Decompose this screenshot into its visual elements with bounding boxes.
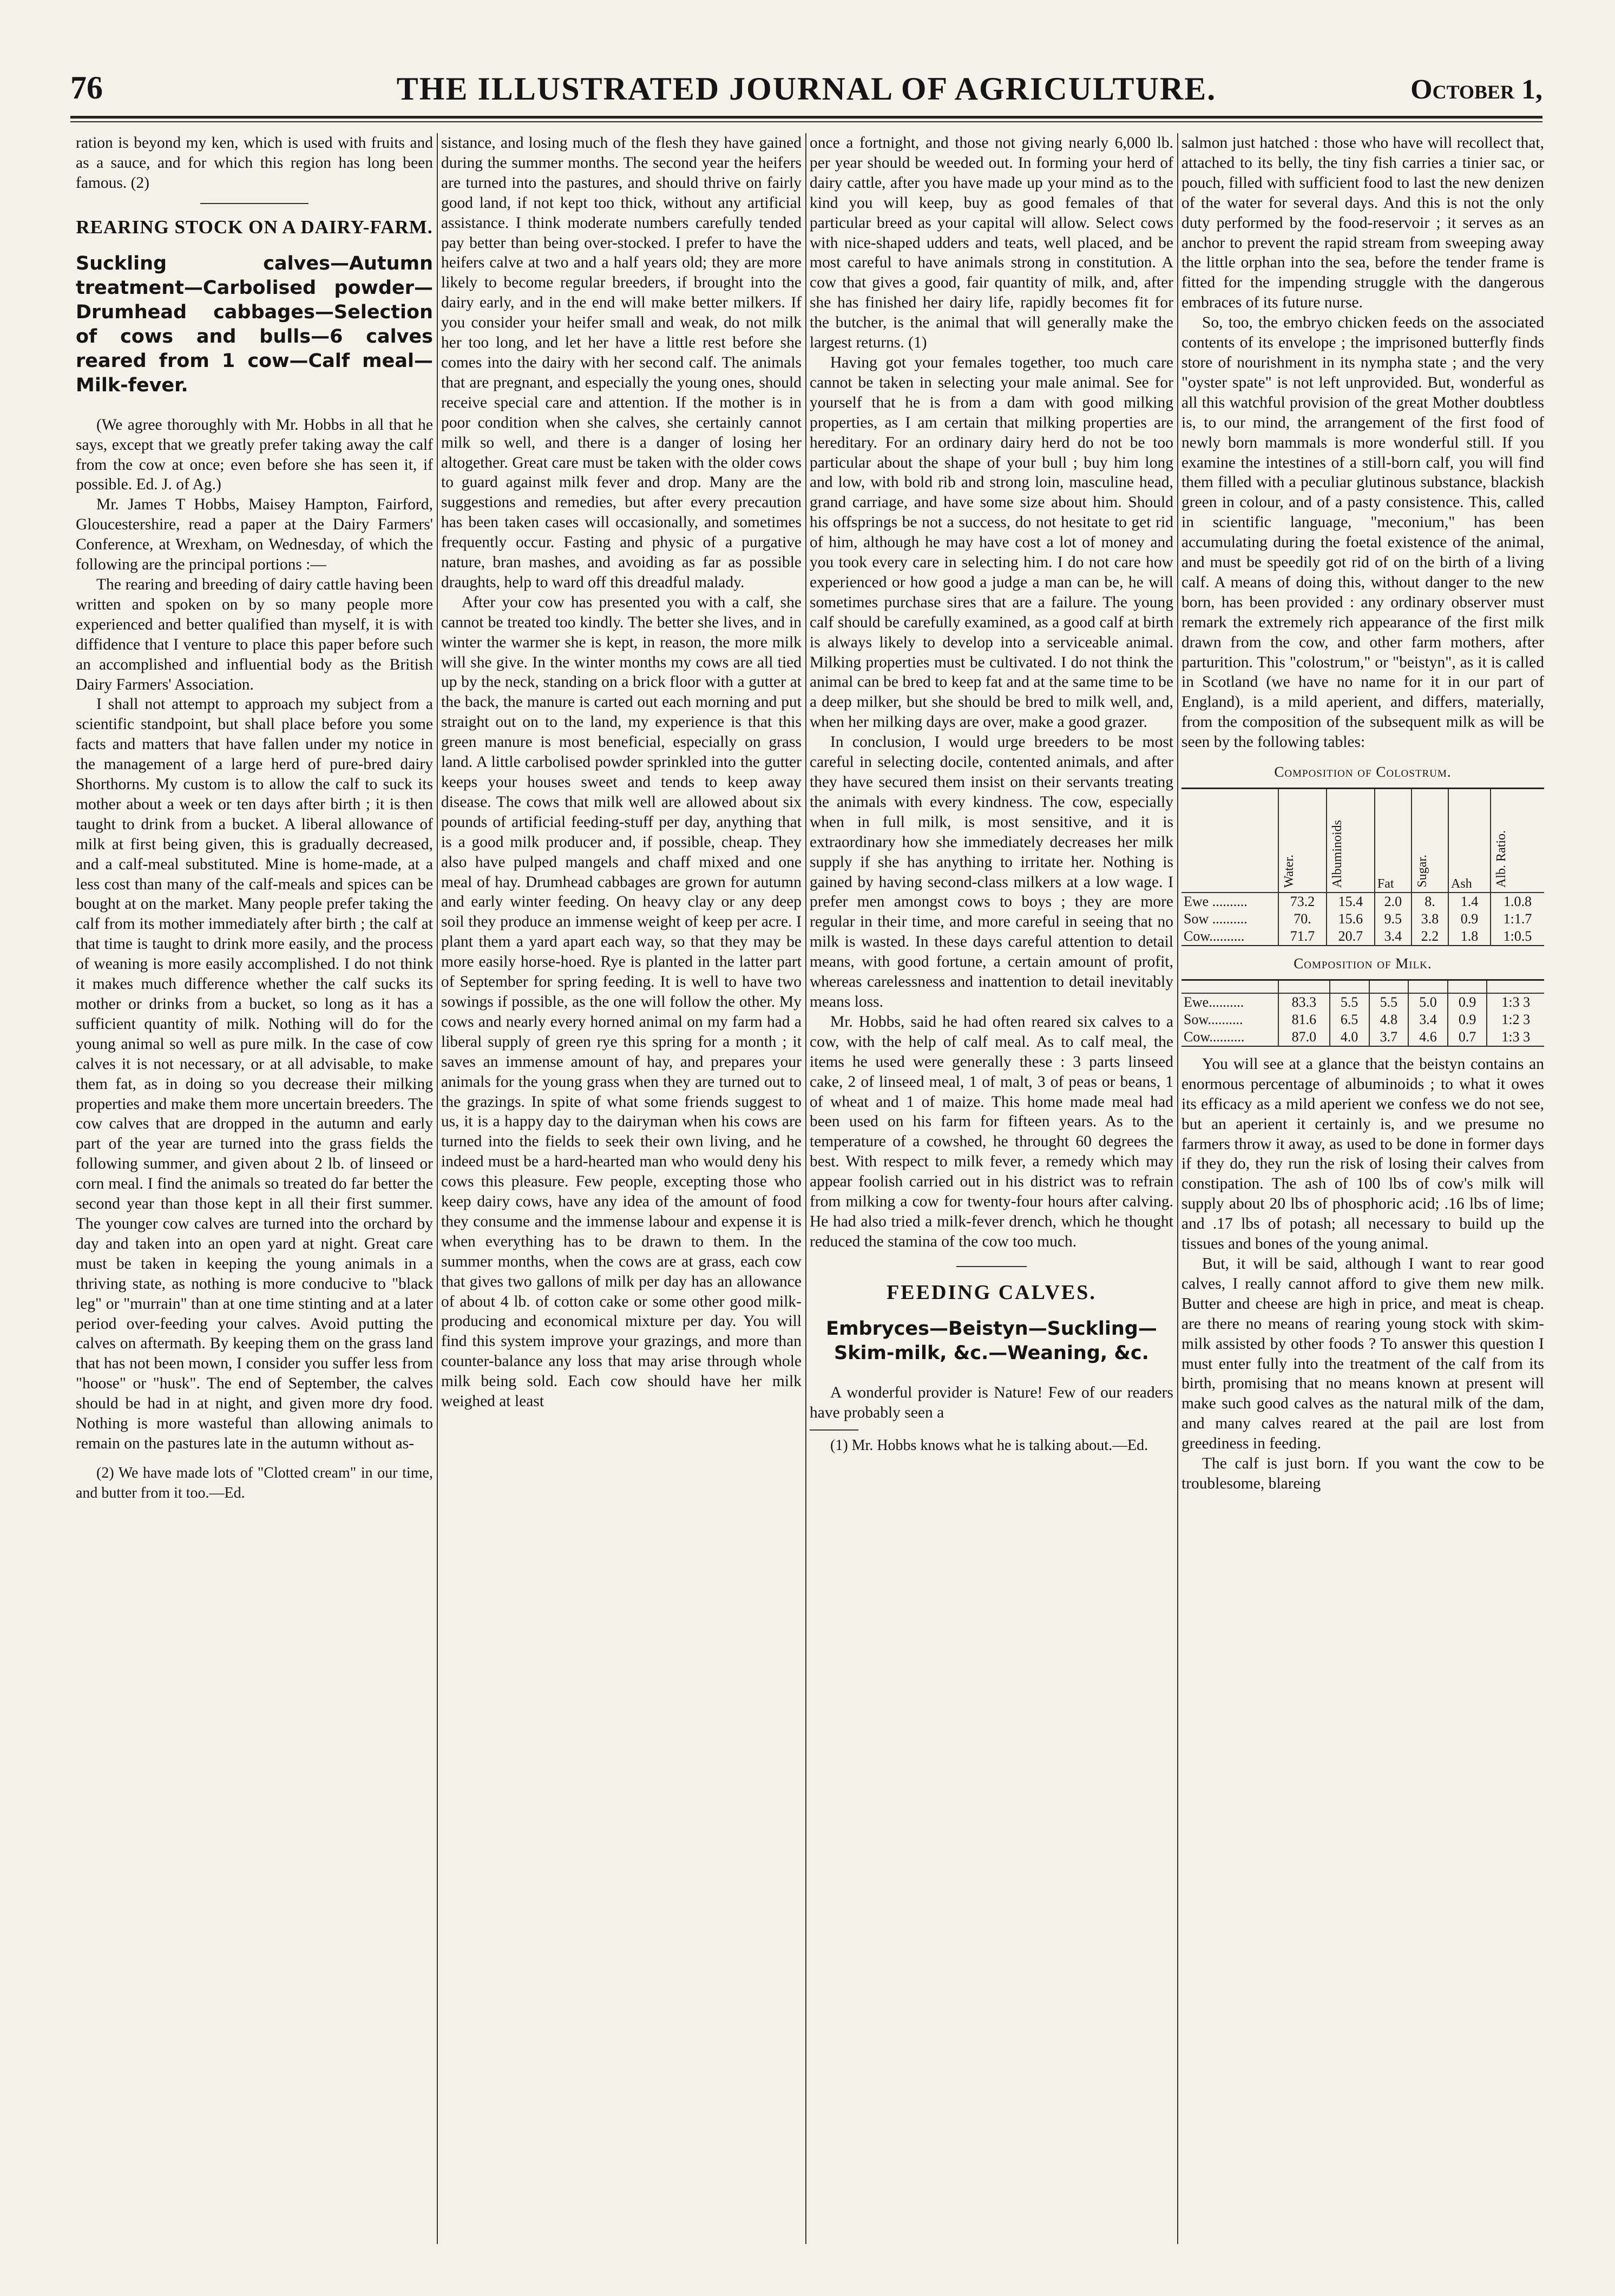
table-header-row bbox=[1181, 980, 1544, 993]
colostrum-table-block bbox=[1181, 762, 1544, 1047]
footnote-rule bbox=[810, 1429, 858, 1431]
paragraph: After your cow has presented you with a calf, she cannot be treated too kindly. The better she lives, and in winter the warmer she is kept, in reason, the more milk will she give. In the winter months my cows are all tied up by the neck, standing on a brick floor with a gutter at the back, the manure is carted out each morning and put straight out on to the land, my experience is that this green manure is most beneficial, especially on grass land. A little carbolised powder sprinkled into the gutter keeps your houses sweet and tends to keep away disease. The cows that milk well are allowed about six pounds of artificial feeding-stuff per day, anything that is a good milk producer and, if possible, cheap. They also have pulped mangels and chaff mixed and one meal of hay. Drumhead cabbages are grown for autumn and early winter feeding. On heavy clay or any deep soil they produce an immense weight of keep per acre. I plant them a yard apart each way, so that they may be more easily horse-hoed. Rye is planted in the latter part of September for spring feeding. It is well to have two sowings if possible, as the one will follow the other. My cows and nearly every horned animal on my farm had a liberal supply of green rye this spring for a month ; it saves an immense amount of hay, and prepares your animals for the young grass when they are turned out to the grazings. In spite of what some friends suggest to us, it is a happy day to the dairyman when his cows are turned into the fields to seek their own living, and he indeed must be a hard-hearted man who would deny his cows this pleasure. Few people, excepting those who keep dairy cows, have any idea of the amount of food they consume and the immense labour and expense it is when everything has to be drawn to them. In the summer months, when the cows are at grass, each cow that gives two gallons of milk per day has an allowance of about 4 lb. of cotton cake or some other good milk-producing and economical mixture per day. You will find this system improve your grazings, and more than counter-balance any loss that may arise through whole milk being sold. Each cow should have her milk weighed at least bbox=[441, 593, 802, 1411]
paragraph: salmon just hatched : those who have will recollect that, attached to its belly, the tiny fish carries a tinier sac, or pouch, filled with sufficient food to last the new denizen of the water for several days. And this is not the only duty performed by the food-reservoir ; it serves as an anchor to prevent the rapid stream from sweeping away the little orphan into the sea, before the tender frame is fitted for the impending struggle with the dangerous embraces of its future nurse. bbox=[1181, 134, 1544, 312]
paragraph: You will see at a glance that the beistyn contains an enormous percentage of albuminoids ; to what it owes its efficacy as a mild aperient we confess we do not see, but an aperient it certainly is, and we presume no farmers throw it away, as used to be done in former days if they do, they run the risk of losing their calves from constipation. The ash of 100 lbs of cow's milk will supply about 20 lbs of phosphoric acid; .16 lbs of lime; and .17 lbs of potash; all necessary to build up the tissues and bones of the young animal. bbox=[1181, 1055, 1544, 1253]
section-subtitle: Embryces—Beistyn—Suckling—Skim-milk, &c.—Weaning, &c. bbox=[826, 1317, 1157, 1364]
journal-title: THE ILLUSTRATED JOURNAL OF AGRICULTURE. bbox=[396, 71, 1217, 107]
paragraph: ration is beyond my ken, which is used with fruits and as a sauce, and for which this region has long been famous. (2) bbox=[76, 134, 433, 192]
table-row: Ewe.......... 83.3 5.5 5.5 5.0 0.9 1:3 3 bbox=[1181, 993, 1544, 1011]
header-rule-thin bbox=[70, 121, 1542, 122]
header-rule bbox=[70, 116, 1542, 119]
table-row: Sow .......... 70. 15.6 9.5 3.8 0.9 1:1.7 bbox=[1181, 910, 1544, 928]
column-2 bbox=[441, 133, 802, 2244]
section-heading: FEEDING CALVES. bbox=[887, 1281, 1097, 1304]
paragraph: The rearing and breeding of dairy cattle having been written and spoken on by so many people more experienced and better qualified than myself, it is with diffidence that I venture to place this paper before such an accomplished and influential body as the British Dairy Farmers' Association. bbox=[76, 575, 433, 693]
milk-table bbox=[1181, 979, 1544, 1047]
page-number: 76 bbox=[70, 70, 103, 106]
paragraph: I shall not attempt to approach my subject from a scientific standpoint, but shall place before you some facts and matters that have fallen under my notice in the management of a large herd of pure-bred dairy Shorthorns. My custom is to allow the calf to suck its mother about a week or ten days after birth ; it is then taught to drink from a bucket. A liberal allowance of milk at first being given, this is gradually decreased, and a calf-meal substituted. Mine is home-made, at a less cost than many of the calf-meals and spices can be bought at on the market. Many people prefer taking the calf from its mother immediately after birth ; the calf at that time is taught to drink more easily, and the process of weaning is more easily accomplished. I do not think it makes much difference whether the calf sucks its mother or drinks from a bucket, so long as it has a sufficient quantity of milk. Nothing will do for the young animal so well as pure milk. In the case of cow calves it is not necessary, or at all advisable, to make them fat, as in doing so you decrease their milking properties and make them more uncertain breeders. The cow calves that are dropped in the autumn and early part of the year are turned into the grass fields the following summer, and given about 2 lb. of linseed or corn meal. I find the animals so treated do far better the second year than those kept in all their first summer. The younger cow calves are turned into the orchard by day and taken into an open yard at night. Great care must be taken in keeping the young animals in a thriving state, as nothing is more conducive to "black leg" or "murrain" than at one time stinting and at a later period over-feeding your calves. Avoid putting the calves on aftermath. By keeping them on the grass land that has not been mown, I consider you suffer less from "hoose" or "husk". The end of September, the calves should be had in at night, and given more dry food. Nothing is more wasteful than allowing animals to remain on the pastures late in the autumn without as- bbox=[76, 696, 433, 1452]
section-subtitle: Suckling calves—Autumn treatment—Carbolised powder—Drumhead cabbages—Selection of cows and bulls—6 calves reared from 1 cow—Calf meal—Milk-fever. bbox=[76, 252, 433, 396]
table-row: Ewe .......... 73.2 15.4 2.0 8. 1.4 1.0.8 bbox=[1181, 893, 1544, 910]
column-1 bbox=[76, 133, 433, 2244]
separator bbox=[200, 203, 308, 204]
column-3 bbox=[810, 133, 1173, 2244]
paragraph: A wonderful provider is Nature! Few of our readers have probably seen a bbox=[810, 1383, 1173, 1421]
paragraph: sistance, and losing much of the flesh they have gained during the summer months. The second year the heifers are turned into the pastures, and should thrive on fairly good land, if not kept too thick, without any artificial assistance. I think moderate numbers carefully tended pay better than being over-stocked. I prefer to have the heifers calve at two and a half years old; they are more likely to become regular breeders, if brought into the dairy early, and in the end will make better milkers. If you consider your heifer small and weak, do not milk her too long, and let her have a little rest before she comes into the dairy with her second calf. The animals that are pregnant, and especially the young ones, should receive special care and attention. If the mother is in poor condition when she calves, she certainly cannot milk so well, and there is a danger of losing her altogether. Great care must be taken with the older cows to guard against milk fever and drop. Many are the suggestions and remedies, but after every precaution has been taken cases will occasionally, and sometimes frequently occur. Fasting and physic of a purgative nature, bran mashes, and avoiding as far as possible draughts, help to ward off this dreadful malady. bbox=[441, 134, 802, 591]
table-title: Composition of Colostrum. bbox=[1274, 764, 1452, 780]
table-header: Water. bbox=[1278, 789, 1327, 893]
colostrum-table bbox=[1181, 788, 1544, 946]
paragraph: The calf is just born. If you want the cow to be troublesome, blareing bbox=[1181, 1455, 1544, 1492]
table-header: Fat bbox=[1375, 789, 1412, 893]
column-divider bbox=[1177, 133, 1178, 2244]
table-row: Cow.......... 71.7 20.7 3.4 2.2 1.8 1:0.5 bbox=[1181, 928, 1544, 946]
editor-note: (We agree thoroughly with Mr. Hobbs in all that he says, except that we greatly prefer taking away the calf from the cow at once; even before she has seen it, if possible. Ed. J. of Ag.) bbox=[76, 416, 433, 494]
table-header: Albuminoids bbox=[1327, 789, 1375, 893]
issue-date: October 1, bbox=[1410, 74, 1542, 105]
paragraph: In conclusion, I would urge breeders to be most careful in selecting docile, contented animals, and after they have secured them insist on their servants treating the animals with every kindness. The cow, especially when in full milk, is most sensitive, and it is extraordinary how she immediately decreases her milk supply if she has anything to irritate her. Nothing is gained by having second-class milkers at a low wage. I prefer men amongst cows to boys ; they are more regular in their time, and more careful in seeing that no milk is wasted. In these days careful attention to detail means, with good fortune, a certain amount of profit, whereas carelessness and inattention to detail inevitably means loss. bbox=[810, 733, 1173, 1011]
column-4 bbox=[1181, 133, 1544, 2244]
paragraph: Mr. Hobbs, said he had often reared six calves to a cow, with the help of calf meal. As to calf meal, the items he used were generally these : 3 parts linseed cake, 2 of linseed meal, 1 of malt, 3 of peas or beans, 1 of wheat and 1 of maize. This home made meal had been used on his farm for fifteen years. As to the temperature of a cowshed, he throught 60 degrees the best. With respect to milk fever, a remedy which may appear foolish carried out in his district was to refrain from milking a cow for twenty-four hours after calving. He had also tried a milk-fever drench, which he thought reduced the stamina of the cow too much. bbox=[810, 1013, 1173, 1250]
table-header: Ash bbox=[1448, 789, 1491, 893]
table-header-blank bbox=[1181, 789, 1278, 893]
table-header: Sugar. bbox=[1412, 789, 1448, 893]
paragraph: once a fortnight, and those not giving nearly 6,000 lb. per year should be weeded out. In forming your herd of dairy cattle, after you have made up your mind as to the kind you will keep, buy as good females of that particular breed as your capital will allow. Select cows with nice-shaped udders and teats, well placed, and be most careful to have animals strong in constitution. A cow that gives a good, fair quantity of milk, and, after she has finished her dairy life, rapidly becomes fit for the butcher, is the animal that will generally make the largest returns. (1) bbox=[810, 134, 1173, 352]
table-header: Alb. Ratio. bbox=[1491, 789, 1544, 893]
page-header bbox=[70, 69, 1542, 128]
paragraph: So, too, the embryo chicken feeds on the associated contents of its envelope ; the imprisoned butterfly finds store of nourishment in its nympha state ; and the very "oyster spate" is not left unprovided. But, wonderful as all this watchful provision of the great Mother doubtless is, to our mind, the arrangement of the first food of newly born mammals is more wonderful still. If you examine the intestines of a still-born calf, you will find them filled with a peculiar glutinous substance, blackish green in colour, and of a pasty consistence. This, called in scientific language, "meconium," has been accumulating during the foetal existence of the animal, and must be speedily got rid of on the birth of a living calf. A means of doing this, without danger to the new born, has been provided : any ordinary observer must remark the extremely rich appearance of the first milk drawn from the cow, and other farm mothers, after parturition. This "colostrum," or "beistyn", as it is called in Scotland (we have no name for it in our part of England), is a mild aperient, and differs, materially, from the composition of the subsequent milk as will be seen by the following tables: bbox=[1181, 314, 1544, 751]
column-divider bbox=[437, 133, 438, 2244]
footnote: (2) We have made lots of "Clotted cream" in our time, and butter from it too.—Ed. bbox=[76, 1464, 433, 1501]
table-row: Cow.......... 87.0 4.0 3.7 4.6 0.7 1:3 3 bbox=[1181, 1028, 1544, 1046]
table-header-row bbox=[1181, 789, 1544, 893]
column-divider bbox=[805, 133, 806, 2244]
separator bbox=[956, 1266, 1027, 1267]
table-row: Sow.......... 81.6 6.5 4.8 3.4 0.9 1:2 3 bbox=[1181, 1011, 1544, 1028]
paragraph: Mr. James T Hobbs, Maisey Hampton, Fairford, Gloucestershire, read a paper at the Dairy Farmers' Conference, at Wrexham, on Wednesday, of which the following are the principal portions :— bbox=[76, 496, 433, 574]
table-title: Composition of Milk. bbox=[1294, 955, 1432, 972]
section-heading: REARING STOCK ON A DAIRY-FARM. bbox=[76, 216, 433, 238]
paragraph: But, it will be said, although I want to rear good calves, I really cannot afford to give them new milk. Butter and cheese are high in price, and meat is cheap. are there no means of rearing young stock with skim-milk assisted by other foods ? To answer this question I must enter fully into the treatment of the calf from its birth, promising that no means known at present will make such good calves as the natural milk of the dam, and many calves reared at the pail are lost from greediness in feeding. bbox=[1181, 1255, 1544, 1453]
paragraph: Having got your females together, too much care cannot be taken in selecting your male animal. See for yourself that he is from a dam with good milking properties, as I am certain that milking properties are hereditary. For an ordinary dairy herd do not be too particular about the shape of your bull ; buy him long and low, with bold rib and strong loin, masculine head, grand carriage, and have some size about him. Should his offsprings be not a success, do not hesitate to get rid of him, although he may have cost a lot of money and you took every care in selecting him. I do not care how experienced or how good a judge a man can be, he will sometimes purchase sires that are a failure. The young calf should be carefully examined, as a good calf at birth is always likely to develop into a serviceable animal. Milking properties must be cultivated. I do not think the animal can be bred to keep fat and at the same time to be a deep milker, but she should be bred to milk well, and, when her milking days are over, make a good grazer. bbox=[810, 353, 1173, 731]
footnote: (1) Mr. Hobbs knows what he is talking about.—Ed. bbox=[830, 1436, 1148, 1454]
